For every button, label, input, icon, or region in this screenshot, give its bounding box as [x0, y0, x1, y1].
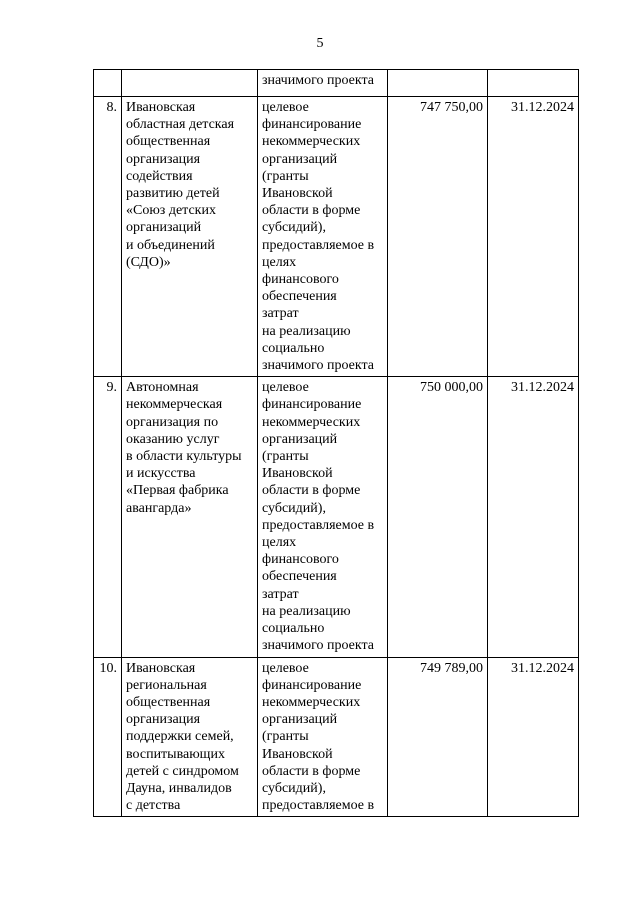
table-row-continuation — [94, 70, 579, 97]
organization-cell — [122, 70, 258, 97]
date-cell: 31.12.2024 — [488, 97, 579, 377]
purpose-cell: целевое финансирование некоммерческих организаций (гранты Ивановской области в форме субсидий), предоставляемое в целях финансового обеспечения затрат на реализацию социально значимого проекта — [258, 377, 388, 657]
row-number-cell — [94, 70, 122, 97]
amount-cell — [388, 70, 488, 97]
row-number-cell: 10. — [94, 657, 122, 817]
purpose-cell: целевое финансирование некоммерческих организаций (гранты Ивановской области в форме субсидий), предоставляемое в целях финансового обеспечения затрат на реализацию социально значимого проекта — [258, 97, 388, 377]
page-number: 5 — [316, 36, 324, 51]
date-cell — [488, 70, 579, 97]
date-cell: 31.12.2024 — [488, 377, 579, 657]
grants-table — [93, 69, 579, 817]
purpose-cell: значимого проекта — [258, 70, 388, 97]
organization-cell: Ивановская региональная общественная организация поддержки семей, воспитывающих детей с синдромом Дауна, инвалидов с детства — [122, 657, 258, 817]
amount-cell: 750 000,00 — [388, 377, 488, 657]
amount-cell: 749 789,00 — [388, 657, 488, 817]
organization-cell: Автономная некоммерческая организация по оказанию услуг в области культуры и искусства «Первая фабрика авангарда» — [122, 377, 258, 657]
row-number-cell: 9. — [94, 377, 122, 657]
date-cell: 31.12.2024 — [488, 657, 579, 817]
purpose-cell: целевое финансирование некоммерческих организаций (гранты Ивановской области в форме субсидий), предоставляемое в — [258, 657, 388, 817]
row-number-cell: 8. — [94, 97, 122, 377]
organization-cell: Ивановская областная детская общественная организация содействия развитию детей «Союз детских организаций и объединений (СДО)» — [122, 97, 258, 377]
amount-cell: 747 750,00 — [388, 97, 488, 377]
table-row — [94, 657, 579, 817]
table-row — [94, 97, 579, 377]
table-row — [94, 377, 579, 657]
